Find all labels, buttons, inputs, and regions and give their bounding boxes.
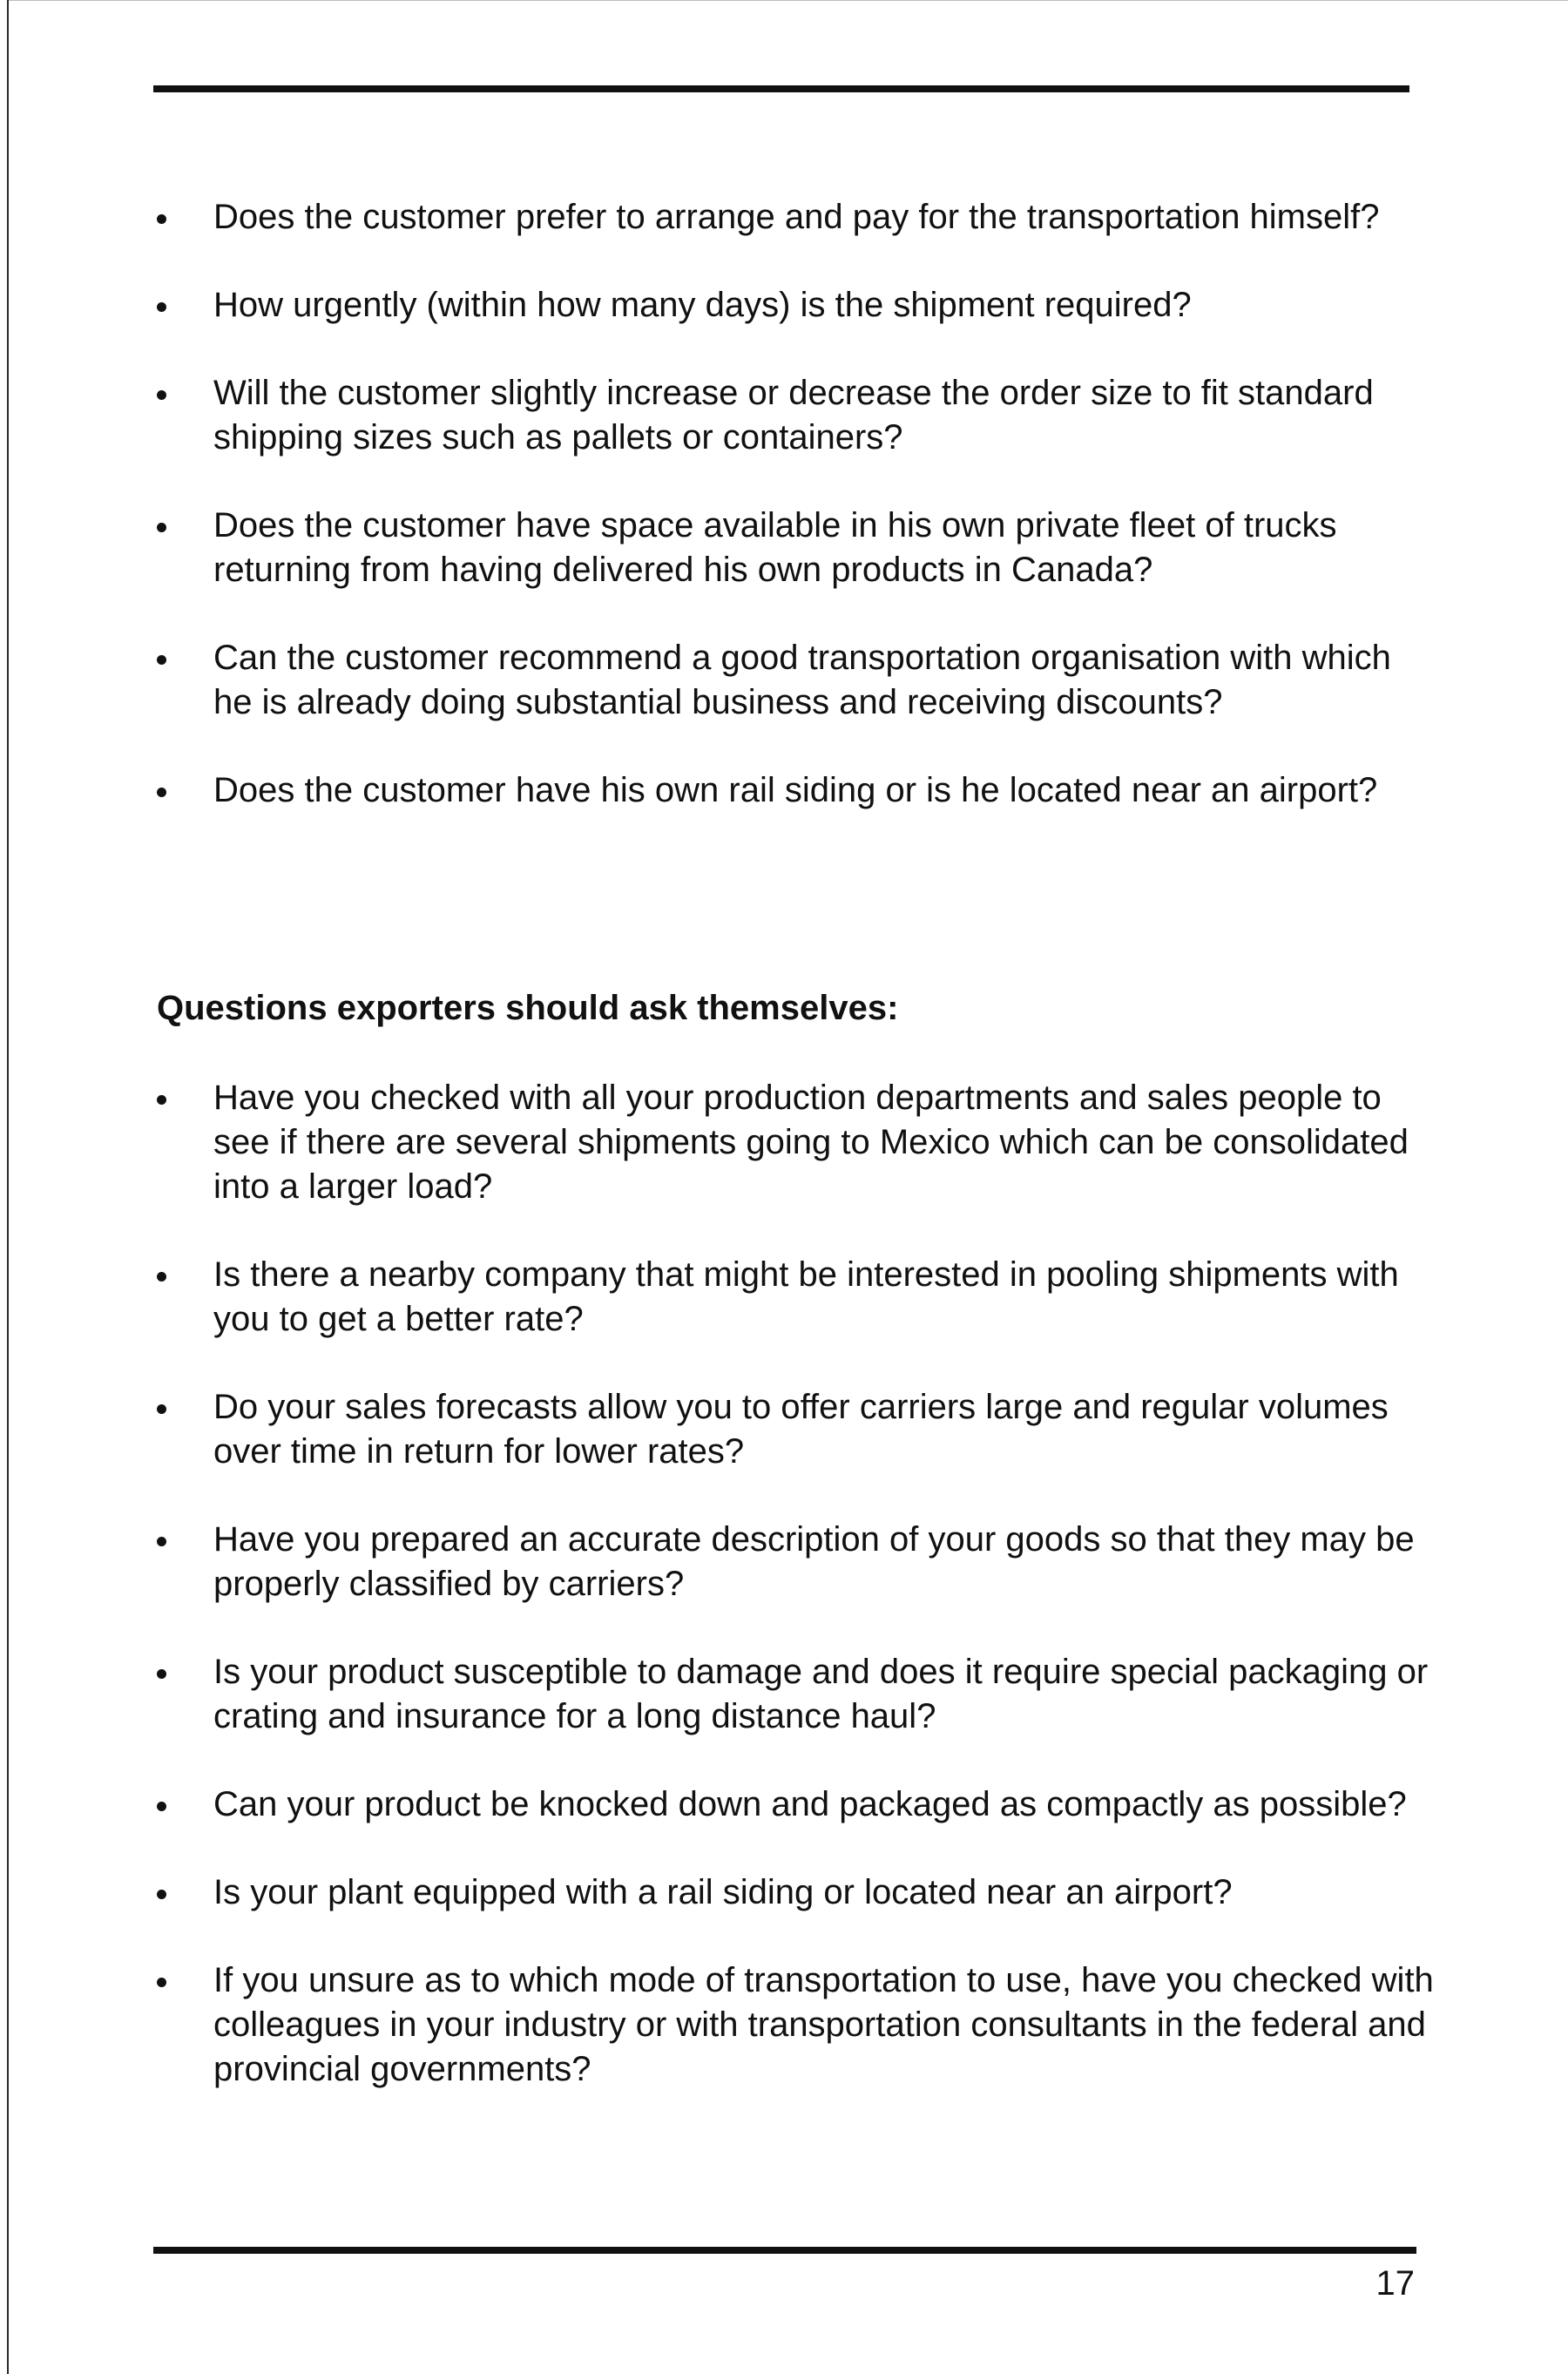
list-item xyxy=(0,283,1568,328)
list-item xyxy=(0,504,1568,592)
bullet-icon xyxy=(157,788,166,797)
bottom-rule xyxy=(153,2247,1416,2254)
list-item xyxy=(0,1782,1568,1827)
list-item xyxy=(0,636,1568,725)
bullet-icon xyxy=(157,1802,166,1811)
list-item-text: Does the customer have space available in his own private fleet of trucks returning from having delivered his own products in Canada? xyxy=(213,506,1337,589)
list-item-text: Will the customer slightly increase or decrease the order size to fit standard shipping sizes such as pallets or containers? xyxy=(213,374,1374,457)
list-item-text: Do your sales forecasts allow you to offer carriers large and regular volumes over time in return for lower rates? xyxy=(213,1388,1389,1471)
list-item xyxy=(0,1253,1568,1342)
list-item-text: If you unsure as to which mode of transportation to use, have you checked with colleagues in your industry or with transportation consultants in the federal and provincial governments? xyxy=(213,1961,1434,2088)
customer-questions-list xyxy=(0,195,1568,813)
section-heading: Questions exporters should ask themselves: xyxy=(157,989,899,1027)
bullet-icon xyxy=(157,1272,166,1282)
list-item xyxy=(0,195,1568,240)
list-item-text: Can the customer recommend a good transportation organisation with which he is already doing substantial business and receiving discounts? xyxy=(213,639,1391,721)
bullet-icon xyxy=(157,390,166,400)
list-item xyxy=(0,1958,1568,2092)
page-edge-top xyxy=(9,0,1568,1)
list-item xyxy=(0,768,1568,813)
list-item-text: Does the customer prefer to arrange and pay for the transportation himself? xyxy=(213,198,1380,236)
bullet-icon xyxy=(157,1095,166,1105)
list-item-text: Does the customer have his own rail siding or is he located near an airport? xyxy=(213,771,1378,809)
bullet-icon xyxy=(157,523,166,532)
list-item xyxy=(0,1385,1568,1474)
bullet-icon xyxy=(157,1890,166,1899)
list-item xyxy=(0,1870,1568,1915)
list-item-text: Is your product susceptible to damage and does it require special packaging or crating and insurance for a long distance haul? xyxy=(213,1653,1429,1735)
page-number: 17 xyxy=(1375,2264,1415,2303)
list-item-text: How urgently (within how many days) is the shipment required? xyxy=(213,286,1192,324)
bullet-icon xyxy=(157,1669,166,1679)
bullet-icon xyxy=(157,1404,166,1414)
list-item-text: Have you prepared an accurate description of your goods so that they may be properly classified by carriers? xyxy=(213,1520,1415,1603)
bullet-icon xyxy=(157,655,166,665)
bullet-icon xyxy=(157,302,166,312)
list-item xyxy=(0,1076,1568,1209)
list-item-text: Have you checked with all your production departments and sales people to see if there are several shipments going to Mexico which can be consolidated into a larger load? xyxy=(213,1079,1409,1206)
bullet-icon xyxy=(157,1537,166,1546)
list-item xyxy=(0,1650,1568,1739)
bullet-icon xyxy=(157,1978,166,1987)
list-item xyxy=(0,371,1568,460)
list-item-text: Is there a nearby company that might be interested in pooling shipments with you to get a better rate? xyxy=(213,1255,1399,1338)
list-item-text: Is your plant equipped with a rail siding or located near an airport? xyxy=(213,1873,1233,1911)
bullet-icon xyxy=(157,214,166,224)
exporter-questions-list xyxy=(0,1076,1568,2092)
top-rule xyxy=(153,85,1409,92)
list-item xyxy=(0,1518,1568,1606)
list-item-text: Can your product be knocked down and packaged as compactly as possible? xyxy=(213,1785,1407,1823)
